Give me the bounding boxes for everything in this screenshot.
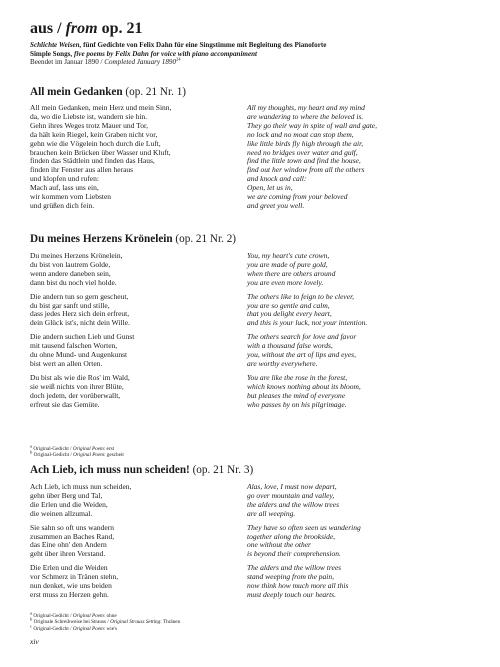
verse-line: Open, let us in, bbox=[247, 183, 293, 193]
verse-line: Die Erlen und die Weiden bbox=[30, 563, 108, 573]
german-text bbox=[30, 483, 240, 605]
verse-line: bist wert an allen Orten. bbox=[30, 358, 103, 368]
subtitle-italic: Schlichte Weisen, bbox=[30, 41, 82, 49]
verse-line: gehn wie die Vögelein hoch durch die Luft, bbox=[30, 138, 161, 148]
verse-line: geht über ihren Verstand. bbox=[30, 549, 106, 559]
footnotes bbox=[30, 610, 181, 632]
verse-line: da, wo die Liebste ist, wandern sie hin. bbox=[30, 111, 148, 121]
verse-line: All my thoughts, my heart and my mind bbox=[247, 103, 365, 112]
english-stanza bbox=[247, 293, 470, 329]
footnote-label: Original-Gedicht / bbox=[32, 452, 74, 459]
verse-line: find the little town and find the house, bbox=[247, 156, 361, 166]
verse-line: erst muss zu Herzen gehn. bbox=[30, 589, 109, 599]
footnote-label-italic: Original Poem bbox=[72, 625, 104, 632]
english-stanza bbox=[247, 333, 470, 369]
english-stanza bbox=[247, 104, 470, 211]
page-title bbox=[30, 20, 470, 38]
song-title-text: All mein Gedanken bbox=[30, 86, 123, 98]
german-stanza bbox=[30, 104, 240, 211]
song-opus: (op. 21 Nr. 1) bbox=[122, 86, 187, 98]
footnote-label-italic: Original Poem bbox=[72, 613, 104, 619]
verse-line: You, my heart's cute crown, bbox=[247, 251, 330, 260]
german-text bbox=[30, 252, 240, 415]
verse-line: finden das Städtlein und finden das Haus, bbox=[30, 156, 155, 166]
verse-line: is beyond their comprehension. bbox=[247, 549, 341, 559]
german-stanza bbox=[30, 252, 240, 288]
footnote-mark: a bbox=[30, 443, 33, 449]
verse-line: The others like to feign to be clever, bbox=[247, 291, 355, 301]
verse-line: They have so often seen us wandering bbox=[247, 522, 361, 532]
verse-line: und klopfen und rufen: bbox=[30, 174, 99, 184]
verse-line: which knows nothing about its bloom, bbox=[247, 381, 361, 391]
title-prefix: aus / bbox=[30, 20, 66, 37]
verse-line: dass jedes Herz sich dein erfreut, bbox=[30, 309, 130, 319]
verse-line: Du bist als wie die Ros' im Wald, bbox=[30, 372, 130, 382]
song-opus: (op. 21 Nr. 3) bbox=[189, 464, 254, 476]
subtitle-line-1 bbox=[30, 41, 470, 50]
verse-line: find out her window from all the others bbox=[247, 165, 365, 175]
footnote-mark: a bbox=[30, 610, 33, 616]
verse-line: erfreut sie das Gemüte. bbox=[30, 399, 100, 409]
title-italic: from bbox=[65, 20, 98, 37]
footnotes bbox=[30, 443, 124, 459]
verse-line: and this is your luck, not your intention. bbox=[247, 318, 368, 328]
song-title-text: Ach Lieb, ich muss nun scheiden! bbox=[30, 464, 190, 476]
song-section bbox=[30, 86, 470, 224]
verse-line: nun denket, wie uns beiden bbox=[30, 581, 112, 591]
german-stanza bbox=[30, 293, 240, 329]
english-translation bbox=[247, 252, 470, 415]
verse-line: sie weiß nichts von ihrer Blüte, bbox=[30, 381, 124, 391]
verse-line: together along the brookside, bbox=[247, 531, 336, 541]
verse-line: that you delight every heart, bbox=[247, 309, 332, 319]
english-stanza bbox=[247, 524, 470, 560]
english-stanza bbox=[247, 252, 470, 288]
verse-line: you, without the art of lips and eyes, bbox=[247, 350, 356, 360]
subtitle-line-2 bbox=[30, 50, 470, 59]
song-title bbox=[30, 464, 470, 477]
song-title bbox=[30, 86, 470, 99]
footnote-label-italic: Original Poem bbox=[72, 446, 104, 452]
song-columns bbox=[30, 483, 470, 607]
english-translation bbox=[247, 483, 470, 605]
footnote-text: : gescheit bbox=[104, 452, 124, 459]
verse-line: but pleases the mind of everyone bbox=[247, 390, 346, 400]
page bbox=[30, 20, 470, 632]
german-stanza bbox=[30, 524, 240, 560]
song-opus: (op. 21 Nr. 2) bbox=[172, 233, 237, 245]
verse-line: dann bist du noch viel holde. bbox=[30, 277, 117, 287]
verse-line: Die andern suchen Lieb und Gunst bbox=[30, 332, 135, 342]
verse-line: we are coming from your beloved bbox=[247, 192, 348, 202]
title-suffix: op. 21 bbox=[97, 20, 143, 37]
song-columns bbox=[30, 104, 470, 224]
verse-line: du bist gar sanft und stille, bbox=[30, 300, 110, 310]
footnote-label: Original-Gedicht / bbox=[32, 625, 73, 632]
verse-line: Die andern tun so gern gescheut, bbox=[30, 291, 129, 301]
footnote-text: : wie's bbox=[103, 625, 117, 632]
german-stanza bbox=[30, 564, 240, 600]
verse-line: no lock and no moat can stop them, bbox=[247, 129, 354, 139]
english-translation bbox=[247, 104, 470, 216]
verse-line: now think how much more all this bbox=[247, 581, 349, 591]
german-stanza bbox=[30, 333, 240, 369]
footnote-mark: c bbox=[30, 623, 33, 629]
verse-line: with a thousand false words, bbox=[247, 341, 333, 351]
verse-line: Du meines Herzens Krönelein, bbox=[30, 251, 123, 260]
verse-line: mit tausend falschen Worten, bbox=[30, 341, 118, 351]
song-columns bbox=[30, 252, 470, 438]
song-title-text: Du meines Herzens Krönelein bbox=[30, 233, 173, 245]
footnote-label-italic: Original Strauss Setting bbox=[110, 619, 161, 626]
english-stanza bbox=[247, 374, 470, 410]
verse-line: The alders and the willow trees bbox=[247, 563, 342, 573]
footnote-text: : ohne bbox=[103, 613, 117, 619]
footnote-text: : Thränen bbox=[160, 619, 181, 626]
verse-line: du ohne Mund- und Augenkunst bbox=[30, 350, 128, 360]
footnote-text: : erst bbox=[103, 446, 115, 452]
verse-line: du bist von lautrem Golde, bbox=[30, 259, 111, 269]
verse-line: must deeply touch our hearts. bbox=[247, 589, 336, 599]
verse-line: are wandering to where the beloved is. bbox=[247, 111, 364, 121]
page-number: xiv bbox=[30, 637, 39, 646]
verse-line: das Eine ohn' den Andern bbox=[30, 540, 107, 550]
verse-line: die Erlen und die Weiden, bbox=[30, 499, 108, 509]
verse-line: die weinen allzumal. bbox=[30, 508, 93, 518]
verse-line: dein Glück ist's, nicht dein Wille. bbox=[30, 318, 130, 328]
verse-line: and greet you well. bbox=[247, 200, 305, 210]
english-stanza bbox=[247, 483, 470, 519]
verse-line: gehn über Berg und Tal, bbox=[30, 490, 103, 500]
german-stanza bbox=[30, 483, 240, 519]
verse-line: Alas, love, I must now depart, bbox=[247, 482, 337, 491]
verse-line: Gehn ihres Weges trotz Mauer und Tor, bbox=[30, 120, 149, 130]
verse-line: are worthy everywhere. bbox=[247, 358, 318, 368]
verse-line: All mein Gedanken, mein Herz und mein Sinn, bbox=[30, 103, 172, 112]
verse-line: Sie sahn so oft uns wandern bbox=[30, 522, 114, 532]
german-text bbox=[30, 104, 240, 216]
german-stanza bbox=[30, 374, 240, 410]
verse-line: and knock and call: bbox=[247, 174, 307, 184]
verse-line: you are made of pure gold, bbox=[247, 259, 328, 269]
footnote-label: Originale Schreibweise bei Strauss / bbox=[32, 619, 111, 626]
verse-line: are all weeping. bbox=[247, 508, 296, 518]
verse-line: finden ihr Fenster aus allen heraus bbox=[30, 165, 134, 175]
verse-line: one without the other bbox=[247, 540, 311, 550]
verse-line: brauchen kein Brücken über Wasser und Kluft, bbox=[30, 147, 171, 157]
verse-line: doch jedem, der vorüberwallt, bbox=[30, 390, 121, 400]
verse-line: Ach Lieb, ich muss nun scheiden, bbox=[30, 482, 132, 491]
verse-line: you are so gentle and calm, bbox=[247, 300, 330, 310]
verse-line: the alders and the willow trees bbox=[247, 499, 340, 509]
verse-line: stand weeping from the pain, bbox=[247, 572, 335, 582]
footnote-mark: b bbox=[30, 616, 33, 622]
date-footnote-mark: 24 bbox=[176, 56, 181, 62]
verse-line: vor Schmerz in Tränen stehn, bbox=[30, 572, 119, 582]
verse-line: like little birds fly high through the air, bbox=[247, 138, 364, 148]
verse-line: Mach auf, lass uns ein, bbox=[30, 183, 99, 193]
subtitle-en-italic: five poems by Felix Dahn for voice with piano accompaniment bbox=[72, 49, 258, 58]
verse-line: You are like the rose in the forest, bbox=[247, 372, 348, 382]
verse-line: wenn andere daneben sein, bbox=[30, 268, 111, 278]
subtitle-en-bold: Simple Songs, bbox=[30, 49, 73, 58]
verse-line: need no bridges over water and gulf, bbox=[247, 147, 358, 157]
song-title bbox=[30, 233, 470, 246]
verse-line: zusammen an Baches Rand, bbox=[30, 531, 115, 541]
footnote-mark: b bbox=[30, 449, 33, 455]
verse-line: und grüßen dich fein. bbox=[30, 200, 95, 210]
verse-line: The others search for love and favor bbox=[247, 332, 357, 342]
verse-line: da hält kein Riegel, kein Graben nicht vor, bbox=[30, 129, 158, 139]
verse-line: when there are others around bbox=[247, 268, 336, 278]
verse-line: you are even more lovely. bbox=[247, 277, 324, 287]
footnote-label: Original-Gedicht / bbox=[32, 613, 73, 619]
verse-line: who passes by on his pilgrimage. bbox=[247, 399, 347, 409]
footnote-label: Original-Gedicht / bbox=[32, 446, 73, 452]
date-de: Beendet im Januar 1890 / bbox=[30, 58, 105, 67]
song-section bbox=[30, 233, 470, 459]
verse-line: They go their way in spite of wall and gate, bbox=[247, 120, 377, 130]
song-section bbox=[30, 464, 470, 632]
footnote bbox=[30, 623, 180, 632]
english-stanza bbox=[247, 564, 470, 600]
verse-line: wir kommen vom Liebsten bbox=[30, 192, 112, 202]
date-en: Completed January 1890 bbox=[104, 58, 176, 67]
footnote-label-italic: Original Poem bbox=[73, 452, 105, 459]
verse-line: go over mountain and valley, bbox=[247, 490, 335, 500]
date-line bbox=[30, 58, 470, 67]
subtitle-rest: fünf Gedichte von Felix Dahn für eine Singstimme mit Begleitung des Pianoforte bbox=[81, 41, 327, 49]
